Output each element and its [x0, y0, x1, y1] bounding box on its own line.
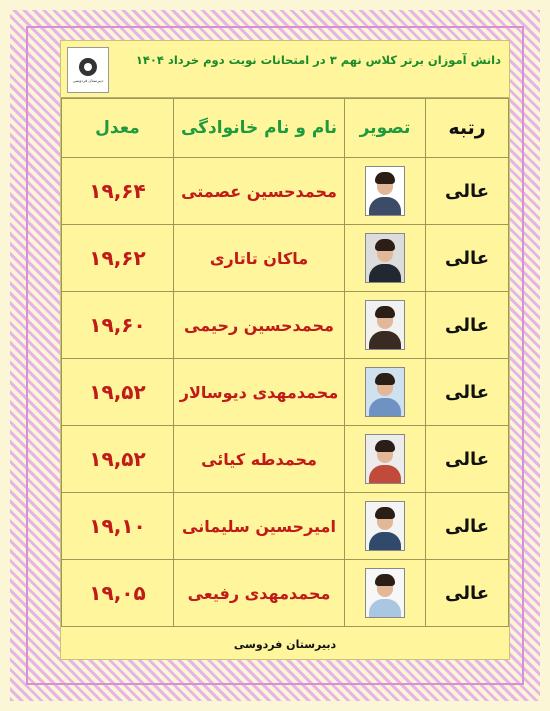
header-name: نام و نام خانوادگی: [174, 99, 345, 158]
student-name: ماکان تاتاری: [174, 225, 345, 292]
student-average: ۱۹,۰۵: [62, 560, 174, 627]
student-average: ۱۹,۱۰: [62, 493, 174, 560]
photo-shirt: [369, 264, 401, 283]
rank-cell: عالی: [426, 225, 509, 292]
photo-shirt: [369, 465, 401, 484]
photo-cell: [345, 493, 426, 560]
header-rank: رتبه: [426, 99, 509, 158]
table-row: [62, 292, 509, 359]
photo-hair: [375, 306, 395, 318]
rank-cell: عالی: [426, 158, 509, 225]
student-photo: [365, 166, 405, 216]
student-name: محمدحسین رحیمی: [174, 292, 345, 359]
rank-cell: عالی: [426, 426, 509, 493]
photo-hair: [375, 373, 395, 385]
photo-hair: [375, 172, 395, 184]
student-average: ۱۹,۵۲: [62, 359, 174, 426]
header-photo: تصویر: [345, 99, 426, 158]
logo-text: دبیرستان فردوسی: [72, 77, 104, 83]
student-name: محمدطه کیائی: [174, 426, 345, 493]
ranking-table: [61, 98, 509, 627]
student-photo: [365, 367, 405, 417]
table-row: [62, 560, 509, 627]
photo-hair: [375, 239, 395, 251]
header: [61, 41, 509, 98]
rank-cell: عالی: [426, 560, 509, 627]
photo-cell: [345, 359, 426, 426]
student-name: امیرحسین سلیمانی: [174, 493, 345, 560]
table-row: [62, 359, 509, 426]
table-row: [62, 225, 509, 292]
student-average: ۱۹,۶۰: [62, 292, 174, 359]
photo-cell: [345, 225, 426, 292]
student-average: ۱۹,۶۴: [62, 158, 174, 225]
student-name: محمدمهدی رفیعی: [174, 560, 345, 627]
rank-cell: عالی: [426, 493, 509, 560]
student-photo: [365, 434, 405, 484]
rank-cell: عالی: [426, 292, 509, 359]
table-row: [62, 158, 509, 225]
photo-hair: [375, 507, 395, 519]
photo-hair: [375, 440, 395, 452]
photo-shirt: [369, 398, 401, 417]
photo-shirt: [369, 599, 401, 618]
table-row: [62, 493, 509, 560]
school-logo: [67, 47, 109, 93]
photo-shirt: [369, 532, 401, 551]
header-average: معدل: [62, 99, 174, 158]
student-photo: [365, 568, 405, 618]
table-header-row: [62, 99, 509, 158]
photo-cell: [345, 426, 426, 493]
photo-hair: [375, 574, 395, 586]
student-photo: [365, 501, 405, 551]
student-name: محمدمهدی دیوسالار: [174, 359, 345, 426]
student-average: ۱۹,۵۲: [62, 426, 174, 493]
footer-school-name: دبیرستان فردوسی: [233, 638, 337, 651]
photo-cell: [345, 292, 426, 359]
logo-emblem-icon: [79, 58, 97, 76]
photo-cell: [345, 158, 426, 225]
photo-cell: [345, 560, 426, 627]
photo-shirt: [369, 331, 401, 350]
student-average: ۱۹,۶۲: [62, 225, 174, 292]
photo-shirt: [369, 197, 401, 216]
page-title: دانش آموزان برتر کلاس نهم ۳ در امتحانات نوبت دوم خرداد ۱۴۰۴: [135, 53, 501, 67]
student-name: محمدحسین عصمتی: [174, 158, 345, 225]
student-photo: [365, 300, 405, 350]
honor-roll-panel: [60, 40, 510, 660]
student-photo: [365, 233, 405, 283]
rank-cell: عالی: [426, 359, 509, 426]
table-row: [62, 426, 509, 493]
